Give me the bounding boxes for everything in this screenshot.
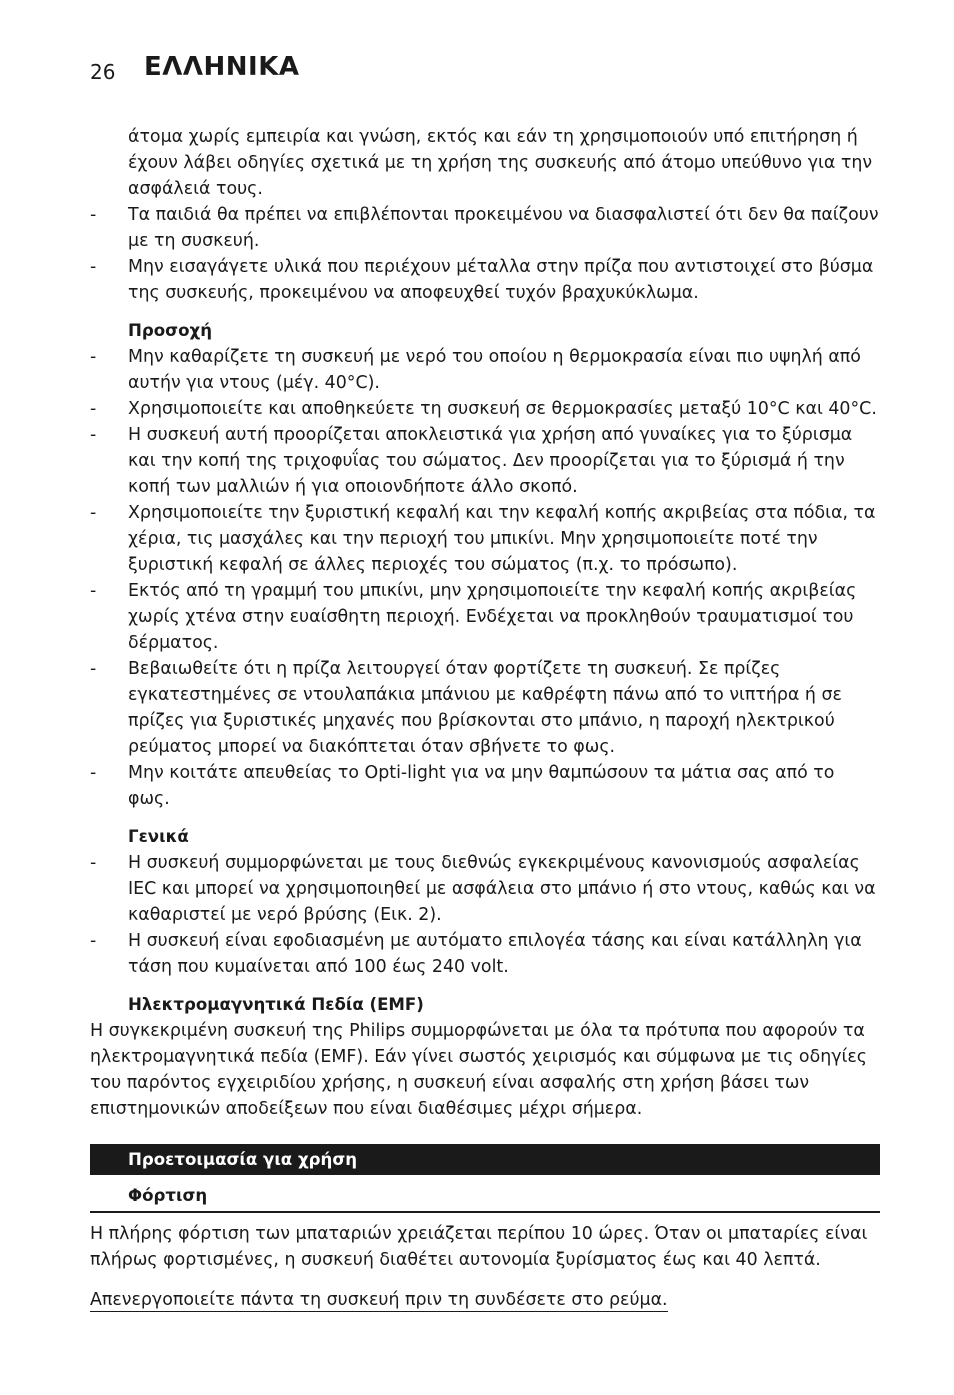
list-item: - Τα παιδιά θα πρέπει να επιβλέπονται προκειμένου να διασφαλιστεί ότι δεν θα παίζουν με τη συσκευή.	[90, 205, 879, 251]
section-title-bar: Προετοιμασία για χρήση	[90, 1144, 880, 1175]
list-item: - Χρησιμοποιείτε και αποθηκεύετε τη συσκευή σε θερμοκρασίες μεταξύ 10°C και 40°C.	[90, 399, 877, 419]
list-item: - Η συσκευή αυτή προορίζεται αποκλειστικά για χρήση από γυναίκες για το ξύρισμα και την κοπή της τριχοφυΐας του σώματος. Δεν προορίζεται για το ξύρισμά ή την κοπή των μαλλιών ή για οποιονδήποτε άλλο σκοπό.	[90, 425, 853, 497]
caution-list	[90, 344, 880, 812]
list-item: - Μην εισαγάγετε υλικά που περιέχουν μέταλλα στην πρίζα που αντιστοιχεί στο βύσμα της συσκευής, προκειμένου να αποφευχθεί τυχόν βραχυκύκλωμα.	[90, 257, 874, 303]
charging-text: Η πλήρης φόρτιση των μπαταριών χρειάζεται περίπου 10 ώρες. Όταν οι μπαταρίες είναι πλήρως φορτισμένες, η συσκευή διαθέτει αυτονομία ξυρίσματος έως και 40 λεπτά.	[90, 1224, 868, 1270]
charging-heading: Φόρτιση	[90, 1183, 880, 1213]
general-heading: Γενικά	[128, 827, 189, 846]
list-item: - Χρησιμοποιείτε την ξυριστική κεφαλή και την κεφαλή κοπής ακριβείας στα πόδια, τα χέρια, τις μασχάλες και την περιοχή του μπικίνι. Μην χρησιμοποιείτε ποτέ την ξυριστική κεφαλή σε άλλες περιοχές του σώματος (π.χ. το πρόσωπο).	[90, 503, 876, 575]
emf-text: Η συγκεκριμένη συσκευή της Philips συμμορφώνεται με όλα τα πρότυπα που αφορούν τα ηλεκτρομαγνητικά πεδία (EMF). Εάν γίνει σωστός χειρισμός και σύμφωνα με τις οδηγίες του παρόντος εγχειριδίου χρήσης, η συσκευή είναι ασφαλής στη χρήση βάσει των επιστημονικών αποδείξεων που είναι διαθέσιμες μέχρι σήμερα.	[90, 1021, 868, 1119]
list-item: - Βεβαιωθείτε ότι η πρίζα λειτουργεί όταν φορτίζετε τη συσκευή. Σε πρίζες εγκατεστημένες σε ντουλαπάκια μπάνιου με καθρέφτη πάνω από το νιπτήρα ή σε πρίζες για ξυριστικές μηχανές που βρίσκονται στο μπάνιο, η παροχή ηλεκτρικού ρεύματος μπορεί να διακόπτεται όταν σβήνετε το φως.	[90, 659, 842, 757]
list-item: - Εκτός από τη γραμμή του μπικίνι, μην χρησιμοποιείτε την κεφαλή κοπής ακριβείας χωρίς χτένα στην ευαίσθητη περιοχή. Ενδέχεται να προκληθούν τραυματισμοί του δέρματος.	[90, 581, 857, 653]
emf-heading: Ηλεκτρομαγνητικά Πεδία (EMF)	[128, 995, 424, 1014]
caution-heading: Προσοχή	[128, 321, 213, 340]
page-content	[90, 124, 880, 1313]
intro-continuation: άτομα χωρίς εμπειρία και γνώση, εκτός και εάν τη χρησιμοποιούν υπό επιτήρηση ή έχουν λάβει οδηγίες σχετικά με τη χρήση της συσκευής από άτομο υπεύθυνο για την ασφάλειά τους.	[128, 127, 873, 199]
page-number: 26	[90, 60, 116, 84]
list-item: - Μην κοιτάτε απευθείας το Opti-light για να μην θαμπώσουν τα μάτια σας από το φως.	[90, 763, 835, 809]
list-item: - Η συσκευή συμμορφώνεται με τους διεθνώς εγκεκριμένους κανονισμούς ασφαλείας IEC και μπορεί να χρησιμοποιηθεί με ασφάλεια στο μπάνιο ή στο ντους, καθώς και να καθαριστεί με νερό βρύσης (Εικ. 2).	[90, 853, 876, 925]
charging-warning: Απενεργοποιείτε πάντα τη συσκευή πριν τη συνδέσετε στο ρεύμα.	[90, 1290, 668, 1310]
language-title: ΕΛΛΗΝΙΚΑ	[144, 52, 300, 82]
list-item: - Η συσκευή είναι εφοδιασμένη με αυτόματο επιλογέα τάσης και είναι κατάλληλη για τάση που κυμαίνεται από 100 έως 240 volt.	[90, 931, 862, 977]
intro-list	[90, 202, 880, 306]
list-item: - Μην καθαρίζετε τη συσκευή με νερό του οποίου η θερμοκρασία είναι πιο υψηλή από αυτήν για ντους (μέγ. 40°C).	[90, 347, 861, 393]
general-list	[90, 850, 880, 980]
